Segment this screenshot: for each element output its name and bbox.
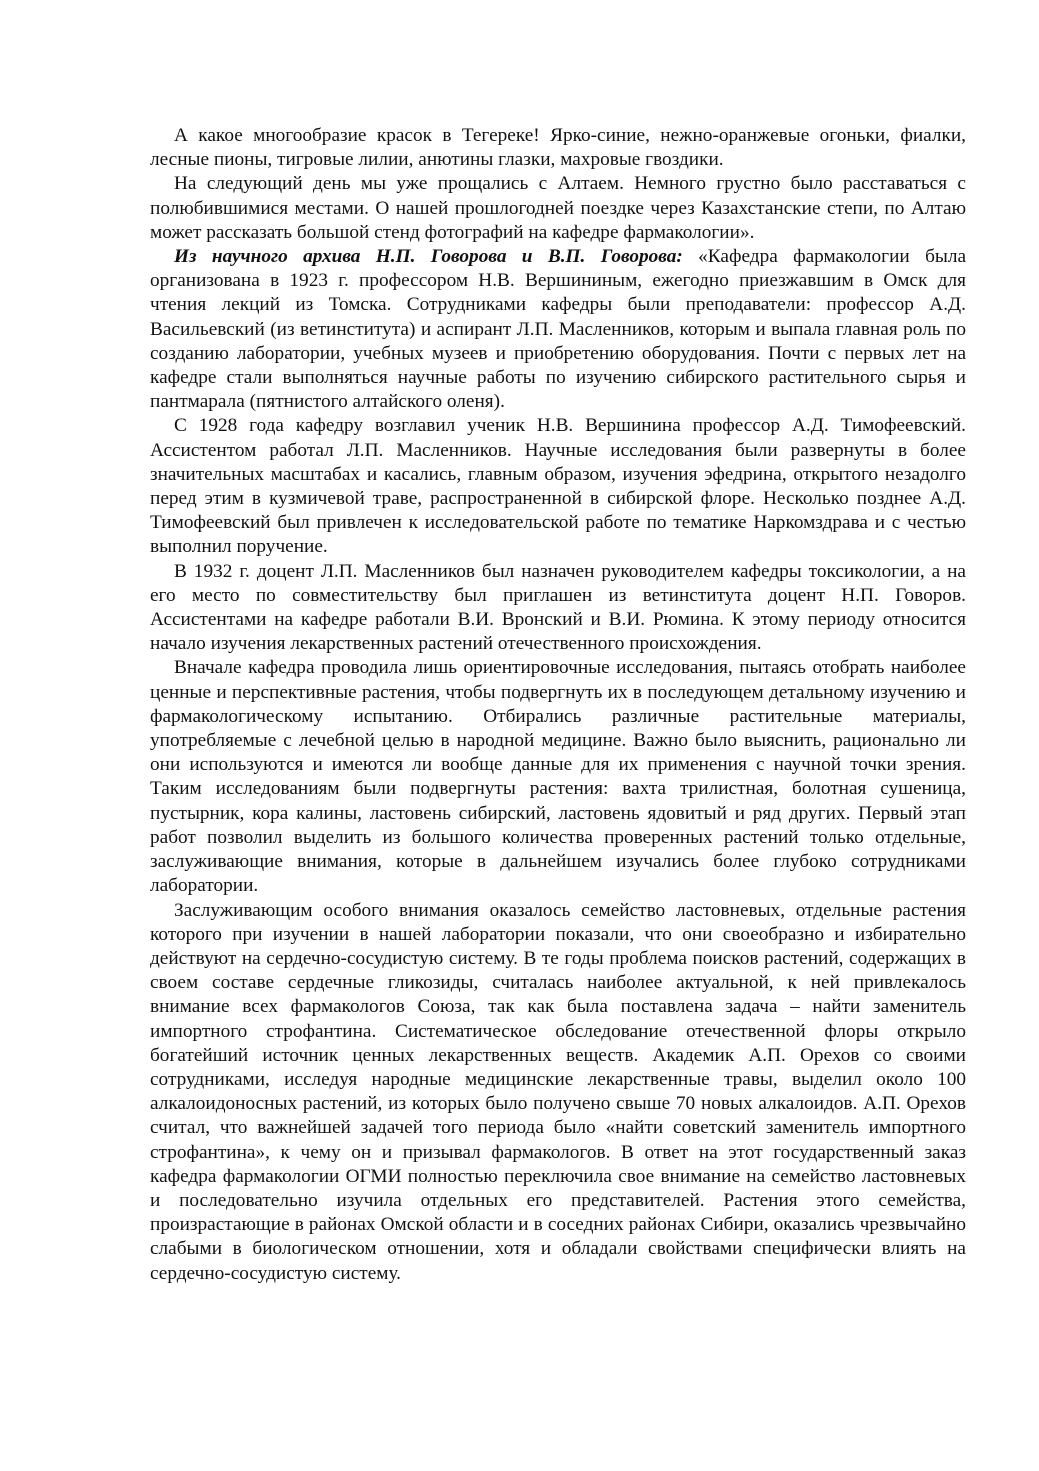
paragraph: В 1932 г. доцент Л.П. Масленников был назначен руководителем кафедры токсикологии, а на его место по совместительству был приглашен из ветинститута доцент Н.П. Говоров. Ассистентами на кафедре работали В.И. Вронский и В.И. Рюмина. К этому периоду относится начало изучения лекарственных растений отечественного происхождения. <box>150 560 966 655</box>
paragraph <box>150 245 966 414</box>
paragraph: Заслуживающим особого внимания оказалось семейство ластовневых, отдельные растения которого при изучении в нашей лаборатории показали, что они своеобразно и избирательно действуют на сердечно-сосудистую систему. В те годы проблема поисков растений, содержащих в своем составе сердечные гликозиды, считалась наиболее актуальной, к ней привлекалось внимание всех фармакологов Союза, так как была поставлена задача – найти заменитель импортного строфантина. Систематическое обследование отечественной флоры открыло богатейший источник ценных лекарственных веществ. Академик А.П. Орехов со своими сотрудниками, исследуя народные медицинские лекарственные травы, выделил около 100 алкалоидоносных растений, из которых было получено свыше 70 новых алкалоидов. А.П. Орехов считал, что важнейшей задачей того периода было «найти советский заменитель импортного строфантина», к чему он и призывал фармакологов. В ответ на этот государственный заказ кафедра фармакологии ОГМИ полностью переключила свое внимание на семейство ластовневых и последовательно изучила отдельных его представителей. Растения этого семейства, произрастающие в районах Омской области и в соседних районах Сибири, оказались чрезвычайно слабыми в биологическом отношении, хотя и обладали свойствами специфически влиять на сердечно-сосудистую систему. <box>150 899 966 1284</box>
paragraph-body: «Кафедра фармакологии была организована в 1923 г. профессором Н.В. Вершининым, ежегодно приезжавшим в Омск для чтения лекций из Томска. Сотрудниками кафедры были преподаватели: профессор А.Д. Васильевский (из ветинститута) и аспирант Л.П. Масленников, которым и выпала главная роль по созданию лаборатории, учебных музеев и приобретению оборудования. Почти с первых лет на кафедре стали выполняться научные работы по изучению сибирского растительного сырья и пантмарала (пятнистого алтайского оленя). <box>150 246 967 413</box>
paragraph: А какое многообразие красок в Тегереке! Ярко-синие, нежно-оранжевые огоньки, фиалки, лесные пионы, тигровые лилии, анютины глазки, махровые гвоздики. <box>150 125 966 171</box>
archive-source-lead: Из научного архива Н.П. Говорова и В.П. Говорова: <box>174 246 683 268</box>
paragraph: Вначале кафедра проводила лишь ориентировочные исследования, пытаясь отобрать наиболее ценные и перспективные растения, чтобы подвергнуть их в последующем детальному изучению и фармакологическому испытанию. Отбирались различные растительные материалы, употребляемые с лечебной целью в народной медицине. Важно было выяснить, рационально ли они используются и имеются ли вообще данные для их применения с научной точки зрения. Таким исследованиям были подвергнуты растения: вахта трилистная, болотная сушеница, пустырник, кора калины, ластовень сибирский, ластовень ядовитый и ряд других. Первый этап работ позволил выделить из большого количества проверенных растений только отдельные, заслуживающие внимания, которые в дальнейшем изучались более глубоко сотрудниками лаборатории. <box>150 657 966 897</box>
paragraph: На следующий день мы уже прощались с Алтаем. Немного грустно было расставаться с полюбившимися местами. О нашей прошлогодней поездке через Казахстанские степи, по Алтаю может рассказать большой стенд фотографий на кафедре фармакологии». <box>150 173 966 243</box>
document-page <box>150 124 966 1286</box>
paragraph: С 1928 года кафедру возглавил ученик Н.В. Вершинина профессор А.Д. Тимофеевский. Ассистентом работал Л.П. Масленников. Научные исследования были развернуты в более значительных масштабах и касались, главным образом, изучения эфедрина, открытого незадолго перед этим в кузмичевой траве, распространенной в сибирской флоре. Несколько позднее А.Д. Тимофеевский был привлечен к исследовательской работе по тематике Наркомздрава и с честью выполнил поручение. <box>150 415 966 558</box>
